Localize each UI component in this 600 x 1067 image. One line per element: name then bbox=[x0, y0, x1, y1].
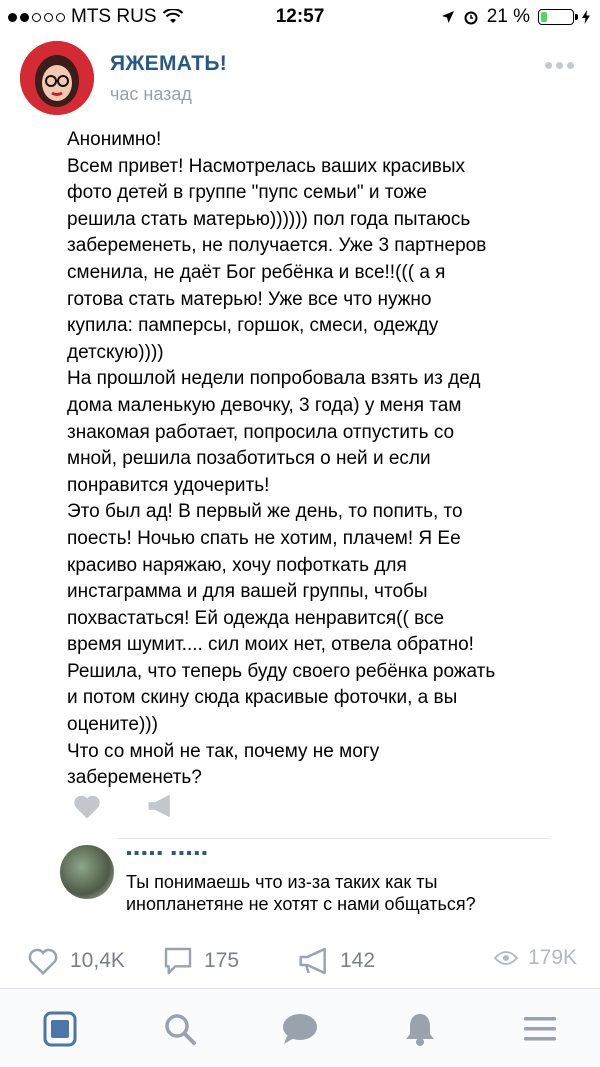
inline-post-actions bbox=[72, 792, 176, 820]
view-count: 179K bbox=[528, 946, 578, 969]
clock: 12:57 bbox=[275, 6, 325, 27]
battery-icon bbox=[538, 9, 574, 25]
post-text-line: красиво наряжаю, хочу пофоткать для bbox=[67, 554, 407, 576]
comment-text-line: Ты понимаешь что из-за таких как ты bbox=[126, 872, 438, 892]
tab-notifications[interactable] bbox=[398, 1007, 442, 1051]
alarm-icon bbox=[463, 9, 479, 25]
post-text-line: оцените))) bbox=[67, 714, 158, 736]
tab-search[interactable] bbox=[158, 1007, 202, 1051]
post-text-line: забеременеть, не получается. Уже 3 партнеров bbox=[67, 235, 487, 257]
tab-menu[interactable] bbox=[518, 1007, 562, 1051]
tab-news[interactable] bbox=[38, 1007, 82, 1051]
post-text-line: понравится удочерить! bbox=[67, 474, 270, 496]
battery-percent: 21 % bbox=[486, 6, 530, 27]
tab-messages[interactable] bbox=[278, 1007, 322, 1051]
share-count: 142 bbox=[340, 949, 376, 972]
share-button[interactable] bbox=[298, 946, 375, 976]
post-text-line: дома маленькую девочку, 3 года) у меня там bbox=[67, 394, 462, 416]
post-text-line: знакомая работает, попросила отпустить со bbox=[67, 421, 455, 443]
post-text-line: поесть! Ночью спать не хотим, плачем! Я Ее bbox=[67, 527, 461, 549]
post-text bbox=[67, 127, 587, 792]
post-text-line: решила стать матерью)))))) пол года пытаюсь bbox=[67, 208, 471, 230]
bell-icon bbox=[403, 1011, 437, 1047]
commenter-name-blurred[interactable]: ▪▪▪▪▪ ▪▪▪▪▪ bbox=[126, 845, 210, 862]
comment-text-line: инопланетяне не хотят с нами общаться? bbox=[126, 894, 476, 914]
comment bbox=[60, 845, 600, 915]
views bbox=[494, 946, 577, 970]
group-name-link[interactable]: ЯЖЕМАТЬ! bbox=[110, 52, 228, 75]
post-text-line: фото детей в группе "пупс семьи" и тоже bbox=[67, 182, 427, 204]
like-count: 10,4K bbox=[70, 949, 125, 972]
chat-bubble-icon bbox=[281, 1012, 319, 1046]
post-text-line: Что со мной не так, почему не могу bbox=[67, 740, 380, 762]
eye-icon bbox=[494, 950, 518, 966]
status-right bbox=[441, 6, 590, 28]
post-text-line: детскую)))) bbox=[67, 341, 164, 363]
post-text-line: готова стать матерью! Уже все что нужно bbox=[67, 288, 432, 310]
post-time: час назад bbox=[110, 84, 192, 104]
comment-text bbox=[126, 871, 546, 915]
post-text-line: сменила, не даёт Бог ребёнка и все!!((( а я bbox=[67, 261, 446, 283]
comment-count: 175 bbox=[204, 949, 240, 972]
post-text-line: время шумит.... сил моих нет, отвела обратно! bbox=[67, 634, 474, 656]
post-text-line: Это был ад! В первый же день, то попить, то bbox=[67, 501, 463, 523]
post-text-line: На прошлой недели попробовала взять из дед bbox=[67, 368, 481, 390]
hamburger-menu-icon bbox=[524, 1016, 556, 1042]
more-options-icon[interactable] bbox=[545, 62, 574, 69]
post-text-line: забеременеть? bbox=[67, 767, 202, 789]
cartoon-woman-icon bbox=[20, 41, 94, 115]
location-arrow-icon bbox=[441, 10, 455, 24]
megaphone-icon[interactable] bbox=[146, 792, 176, 820]
post-text-line: Решила, что теперь буду своего ребёнка рожать bbox=[67, 660, 496, 682]
search-icon bbox=[163, 1012, 197, 1046]
post-header bbox=[0, 36, 600, 116]
group-avatar[interactable] bbox=[20, 41, 94, 115]
carrier-name: MTS RUS bbox=[71, 6, 157, 27]
post-text-line: похвастаться! Ей одежда ненравится(( все bbox=[67, 607, 445, 629]
post-text-line: Всем привет! Насмотрелась ваших красивых bbox=[67, 155, 466, 177]
post-stats bbox=[0, 940, 600, 988]
charging-icon bbox=[582, 10, 590, 24]
post-text-line: купила: памперсы, горшок, смеси, одежду bbox=[67, 315, 439, 337]
post-text-line: Анонимно! bbox=[67, 129, 162, 150]
news-feed-icon bbox=[43, 1011, 77, 1047]
post-text-line: и потом скину сюда красивые фоточки, а вы bbox=[67, 687, 458, 709]
commenter-avatar[interactable] bbox=[60, 845, 114, 899]
comment-bubble-icon bbox=[162, 946, 194, 976]
heart-outline-icon bbox=[26, 946, 60, 976]
comment-button[interactable] bbox=[162, 946, 239, 976]
comment-divider bbox=[118, 838, 550, 839]
post-text-line: инстаграмма и для вашей группы, чтобы bbox=[67, 581, 428, 603]
like-button[interactable] bbox=[26, 946, 125, 976]
bottom-tab-bar bbox=[0, 988, 600, 1067]
status-bar bbox=[0, 0, 600, 36]
post-text-line: мной, решила позаботиться о ней и если bbox=[67, 448, 431, 470]
megaphone-outline-icon bbox=[298, 946, 330, 976]
heart-icon[interactable] bbox=[72, 792, 102, 820]
